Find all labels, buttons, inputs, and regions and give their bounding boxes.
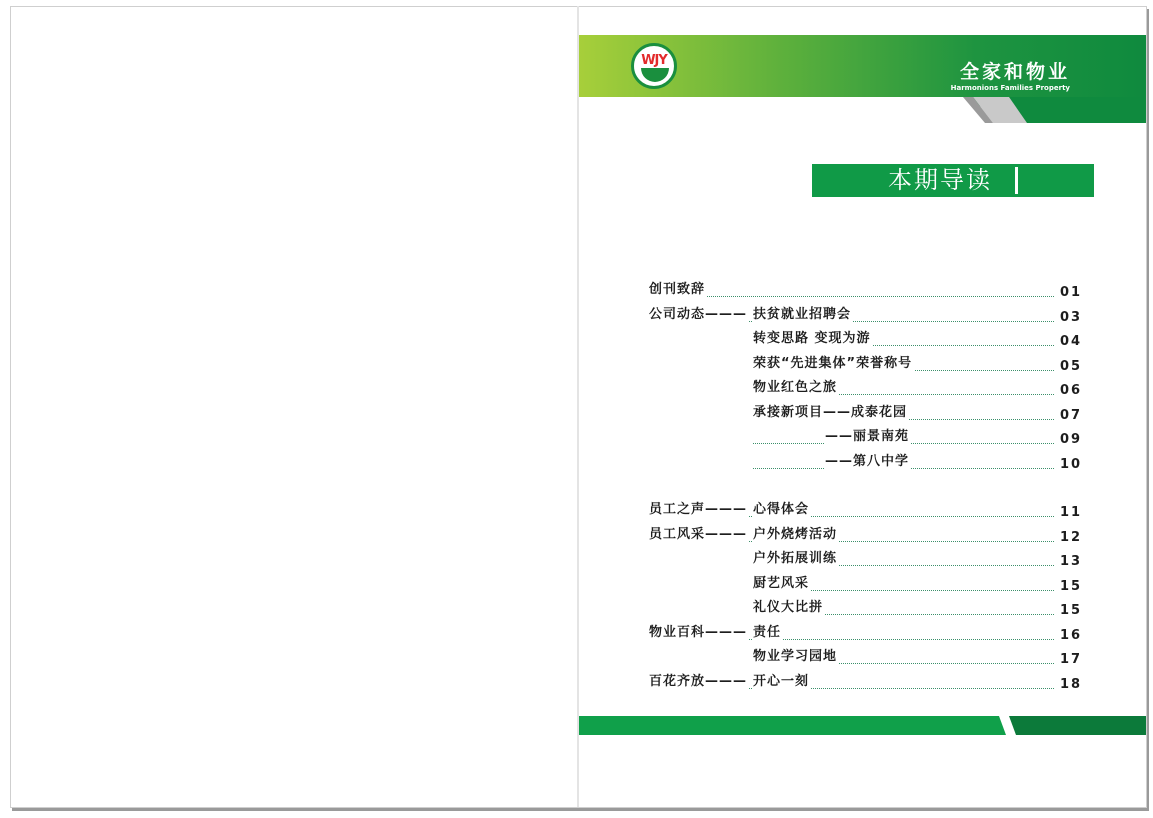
- toc-row[interactable]: [579, 671, 1146, 691]
- toc-row[interactable]: [579, 524, 1146, 544]
- toc-row[interactable]: [579, 646, 1146, 666]
- company-name-block: [951, 61, 1070, 93]
- title-divider: [1015, 167, 1018, 194]
- toc-page-number: 13: [1060, 554, 1083, 569]
- toc-section-label: 创刊致辞: [649, 278, 707, 297]
- toc-section-label: 百花齐放———: [649, 670, 749, 689]
- toc-page-number: 18: [1060, 677, 1083, 692]
- toc-section-label: 物业百科———: [649, 621, 749, 640]
- logo-lettering: WJY: [641, 53, 667, 68]
- company-name-cn: 全家和物业: [959, 61, 1070, 83]
- toc-page-number: 04: [1060, 334, 1083, 349]
- toc-item-label: 户外拓展训练: [753, 547, 839, 566]
- contents-title-box: [812, 164, 1094, 197]
- toc-section-label: 公司动态———: [649, 303, 749, 322]
- toc-row[interactable]: [579, 622, 1146, 642]
- toc-page-number: 17: [1060, 652, 1083, 667]
- toc-item-label: ——丽景南苑: [825, 425, 911, 444]
- toc-row[interactable]: [579, 402, 1146, 422]
- company-logo: [631, 43, 677, 89]
- toc-leader-dots: [649, 296, 1054, 297]
- toc-page-number: 05: [1060, 359, 1083, 374]
- toc-row[interactable]: [579, 451, 1146, 471]
- toc-item-label: 转变思路 变现为游: [753, 327, 873, 346]
- logo-leaf-icon: [641, 68, 669, 82]
- toc-item-label: 户外烧烤活动: [753, 523, 839, 542]
- toc-row[interactable]: [579, 304, 1146, 324]
- toc-item-label: 物业学习园地: [753, 645, 839, 664]
- toc-item-label: 礼仪大比拼: [753, 596, 825, 615]
- right-page-contents: [578, 6, 1147, 808]
- toc-row[interactable]: [579, 597, 1146, 617]
- left-page-blank: [10, 6, 579, 808]
- toc-row[interactable]: [579, 353, 1146, 373]
- toc-item-label: 心得体会: [753, 498, 811, 517]
- toc-item-label: 责任: [753, 621, 783, 640]
- toc-page-number: 07: [1060, 408, 1083, 423]
- toc-item-label: 物业红色之旅: [753, 376, 839, 395]
- toc-item-label: 扶贫就业招聘会: [753, 303, 853, 322]
- header-banner: [579, 35, 1146, 97]
- footer-banner: [579, 716, 1146, 735]
- toc-page-number: 09: [1060, 432, 1083, 447]
- toc-row[interactable]: [579, 548, 1146, 568]
- contents-title: 本期导读: [888, 166, 992, 194]
- company-name-en: Harmonions Families Property: [950, 84, 1070, 92]
- toc-item-label: 承接新项目——成泰花园: [753, 401, 909, 420]
- toc-row[interactable]: [579, 426, 1146, 446]
- toc-page-number: 03: [1060, 310, 1083, 325]
- book-fold: [577, 6, 579, 807]
- toc-page-number: 01: [1060, 285, 1083, 300]
- toc-row[interactable]: [579, 328, 1146, 348]
- toc-page-number: 15: [1060, 603, 1083, 618]
- toc-page-number: 10: [1060, 457, 1083, 472]
- toc-page-number: 06: [1060, 383, 1083, 398]
- toc-page-number: 12: [1060, 530, 1083, 545]
- header-tail-decoration: [963, 97, 1146, 123]
- toc-item-label: 厨艺风采: [753, 572, 811, 591]
- toc-row[interactable]: [579, 573, 1146, 593]
- toc-page-number: 16: [1060, 628, 1083, 643]
- toc-page-number: 15: [1060, 579, 1083, 594]
- toc-row[interactable]: [579, 377, 1146, 397]
- toc-item-label: ——第八中学: [825, 450, 911, 469]
- toc-row[interactable]: [579, 279, 1146, 299]
- toc-section-label: 员工之声———: [649, 498, 749, 517]
- toc-section-label: 员工风采———: [649, 523, 749, 542]
- toc-row[interactable]: [579, 499, 1146, 519]
- toc-page-number: 11: [1060, 505, 1083, 520]
- toc-item-label: 开心一刻: [753, 670, 811, 689]
- toc-item-label: 荣获“先进集体”荣誉称号: [753, 352, 914, 371]
